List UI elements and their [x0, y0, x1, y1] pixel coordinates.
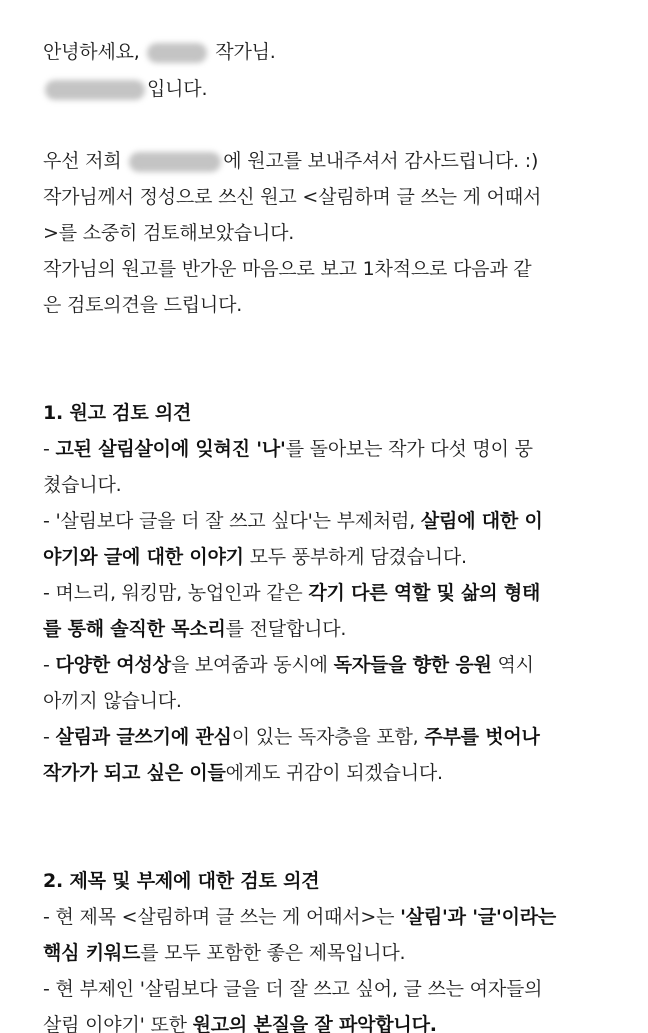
intro-text: 에 원고를 보내주셔서 감사드립니다. :): [223, 150, 539, 172]
redacted-publisher: [129, 152, 221, 172]
section-2-bullet-2: - 현 부제인 '살림보다 글을 더 잘 쓰고 싶어, 글 쓰는 여자들의: [43, 978, 543, 1000]
greeting-line-2: [43, 71, 207, 107]
section-1-bullet-3: [43, 575, 540, 611]
bullet-bold: 다양한 여성상: [55, 654, 171, 676]
intro-line-3: >를 소중히 검토해보았습니다.: [43, 222, 295, 244]
bullet-text: 를 전달합니다.: [225, 618, 347, 640]
bullet-text: 을 보여줌과 동시에: [170, 654, 334, 676]
section-1-bullet-5-cont: [43, 755, 443, 791]
bullet-bold: 를 통해 솔직한 목소리: [43, 618, 226, 640]
bullet-text: 이 있는 독자층을 포함,: [231, 726, 425, 748]
section-1-heading: 1. 원고 검토 의견: [43, 402, 192, 424]
bullet-bold: '살림'과 '글'이라는: [400, 906, 557, 928]
greeting-text: 작가님.: [209, 41, 276, 63]
bullet-text: -: [43, 654, 56, 676]
bullet-text: 를 모두 포함한 좋은 제목입니다.: [140, 942, 406, 964]
redacted-name: [147, 43, 207, 63]
intro-line-4: 작가님의 원고를 반가운 마음으로 보고 1차적으로 다음과 같: [43, 258, 532, 280]
intro-line-1: [43, 143, 538, 179]
section-2-bullet-1-cont: [43, 935, 405, 971]
bullet-bold: 각기 다른 역할 및 삶의 형태: [308, 582, 541, 604]
section-1-bullet-1: [43, 431, 533, 467]
bullet-bold: 야기와 글에 대한 이야기: [43, 546, 244, 568]
section-2-bullet-1: [43, 899, 556, 935]
bullet-text: -: [43, 438, 56, 460]
section-1-bullet-1-cont: 쳤습니다.: [43, 474, 122, 496]
redacted-sender: [45, 80, 145, 100]
section-1-bullet-4: [43, 647, 534, 683]
bullet-bold: 독자들을 향한 응원: [333, 654, 492, 676]
bullet-text: -: [43, 726, 56, 748]
intro-text: 우선 저희: [43, 150, 128, 172]
section-1-bullet-2: [43, 503, 543, 539]
bullet-text: - '살림보다 글을 더 잘 쓰고 싶다'는 부제처럼,: [43, 510, 421, 532]
bullet-bold: 고된 살림살이에 잊혀진 '나': [55, 438, 286, 460]
section-1-bullet-4-cont: 아끼지 않습니다.: [43, 690, 182, 712]
bullet-bold: 핵심 키워드: [43, 942, 141, 964]
bullet-text: - 며느리, 워킹맘, 농업인과 같은: [43, 582, 309, 604]
greeting-text: 입니다.: [147, 78, 208, 100]
section-1-bullet-3-cont: [43, 611, 346, 647]
bullet-text: 를 돌아보는 작가 다섯 명이 뭉: [285, 438, 533, 460]
section-1-bullet-5: [43, 719, 540, 755]
bullet-bold: 원고의 본질을 잘 파악합니다.: [192, 1014, 437, 1033]
bullet-text: - 현 제목 <살림하며 글 쓰는 게 어때서>는: [43, 906, 401, 928]
bullet-text: 역시: [491, 654, 534, 676]
section-2-bullet-2-cont: [43, 1007, 437, 1033]
bullet-bold: 살림에 대한 이: [420, 510, 543, 532]
bullet-text: 살림 이야기' 또한: [43, 1014, 193, 1033]
bullet-bold: 주부를 벗어나: [424, 726, 540, 748]
bullet-text: 에게도 귀감이 되겠습니다.: [225, 762, 443, 784]
greeting-line-1: [43, 34, 276, 70]
bullet-bold: 작가가 되고 싶은 이들: [43, 762, 226, 784]
bullet-bold: 살림과 글쓰기에 관심: [55, 726, 232, 748]
section-2-heading: 2. 제목 및 부제에 대한 검토 의견: [43, 870, 320, 892]
intro-line-5: 은 검토의견을 드립니다.: [43, 294, 243, 316]
section-1-bullet-2-cont: [43, 539, 467, 575]
bullet-text: 모두 풍부하게 담겼습니다.: [243, 546, 467, 568]
greeting-text: 안녕하세요,: [43, 41, 146, 63]
intro-line-2: 작가님께서 정성으로 쓰신 원고 <살림하며 글 쓰는 게 어때서: [43, 186, 542, 208]
